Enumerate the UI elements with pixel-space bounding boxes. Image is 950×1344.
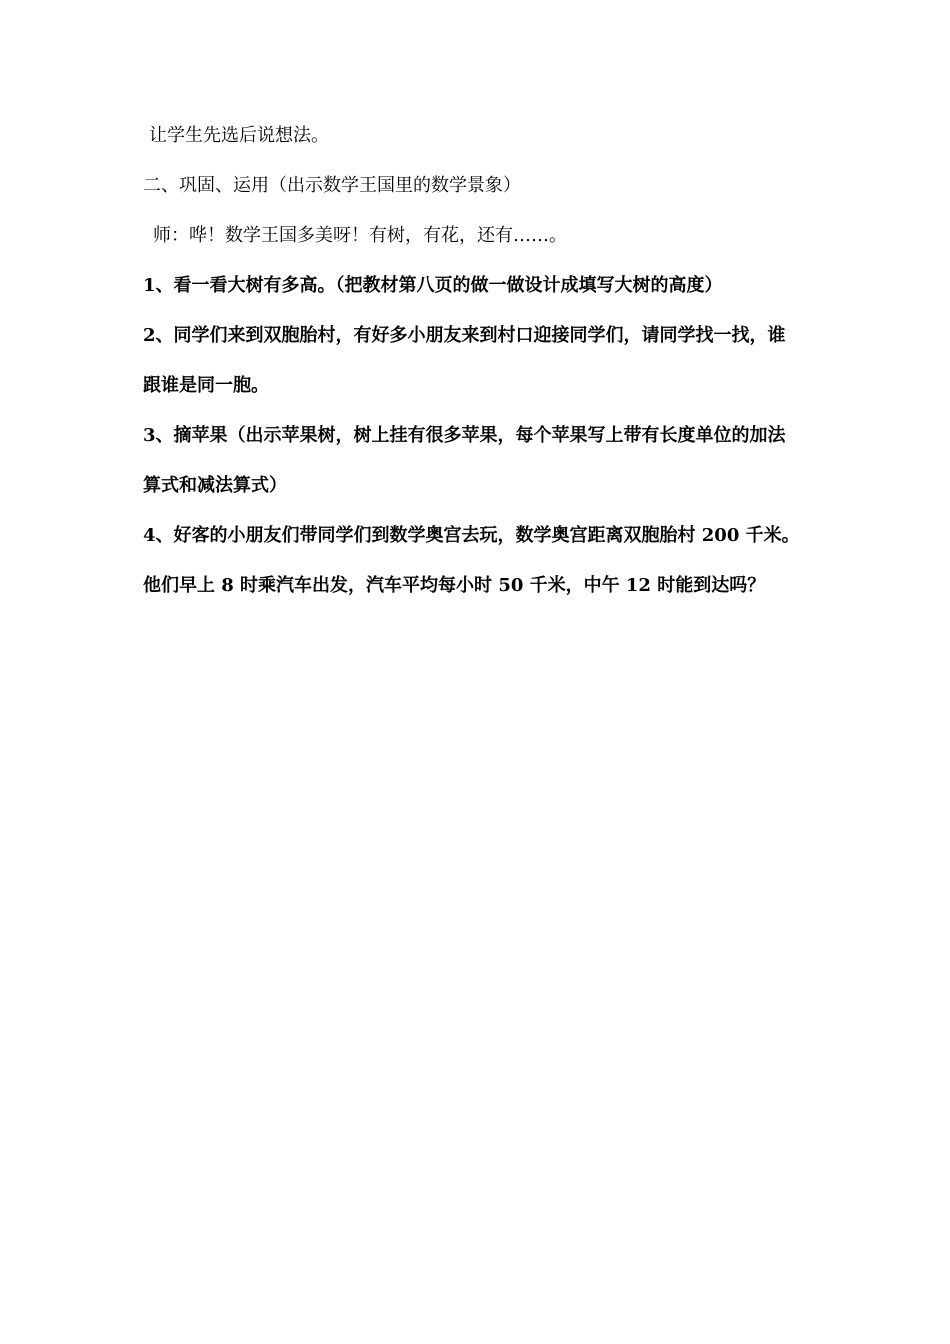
exercise-2-line-1: 2、同学们来到双胞胎村，有好多小朋友来到村口迎接同学们，请同学找一找，谁 bbox=[143, 325, 786, 346]
exercise-1: 1、看一看大树有多高。（把教材第八页的做一做设计成填写大树的高度） bbox=[143, 275, 723, 296]
paragraph-instruction: 让学生先选后说想法。 bbox=[149, 125, 329, 146]
exercise-4-line-1: 4、好客的小朋友们带同学们到数学奥宫去玩，数学奥宫距离双胞胎村 200 千米。 bbox=[143, 525, 800, 546]
exercise-4-line-2: 他们早上 8 时乘汽车出发，汽车平均每小时 50 千米，中午 12 时能到达吗？ bbox=[143, 575, 766, 596]
paragraph-teacher-remark: 师：哗！数学王国多美呀！有树，有花，还有……。 bbox=[153, 225, 567, 246]
exercise-3-line-1: 3、摘苹果（出示苹果树，树上挂有很多苹果，每个苹果写上带有长度单位的加法 bbox=[143, 425, 786, 446]
exercise-3-line-2: 算式和减法算式） bbox=[143, 475, 287, 496]
section-heading-consolidate: 二、巩固、运用（出示数学王国里的数学景象） bbox=[143, 175, 521, 196]
exercise-2-line-2: 跟谁是同一胞。 bbox=[143, 375, 269, 396]
